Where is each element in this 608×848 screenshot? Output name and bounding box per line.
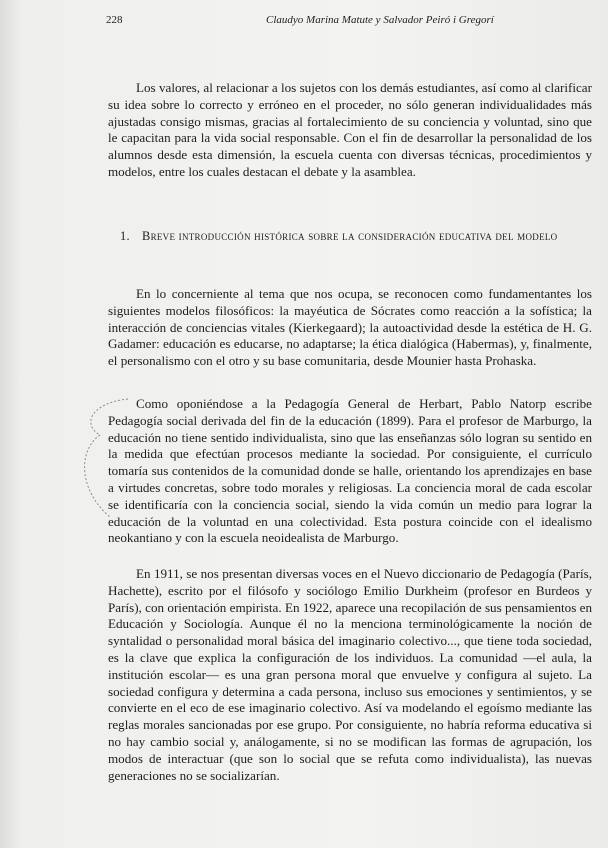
header-authors: Claudyo Marina Matute y Salvador Peiró i Gregorí	[266, 14, 494, 26]
paragraph-text: Los valores, al relacionar a los sujetos con los demás estudiantes, así como al clarificar su idea sobre lo correcto y erróneo en el proceder, no sólo generan individualidades más ajustadas consigo mismas, gracias al fortalecimiento de su conciencia y voluntad, sino que le capacitan para la vida social responsable. Con el fin de desarrollar la personalidad de los alumnos desde esta dimensión, la escuela cuenta con diversas técnicas, procedimientos y modelos, entre los cuales destacan el debate y la asamblea.	[108, 80, 592, 179]
paragraph-text: En 1911, se nos presentan diversas voces en el Nuevo diccionario de Pedagogía (París, Hachette), escrito por el filósofo y sociólogo Emilio Durkheim (profesor en Burdeos y París), con orientación empirista. En 1922, aparece una recopilación de sus pensamientos en Educación y Sociología. Aunque él no la menciona terminológicamente la noción de syntalidad o personalidad moral básica del imaginario colectivo..., que tiene toda sociedad, es la clave que explica la configuración de los individuos. La comunidad —el aula, la institución escolar— es una gran persona moral que envuelve y configura al sujeto. La sociedad configura y determina a cada persona, incluso sus emociones y sentimientos, y se convierte en el eco de ese imaginario colectivo. Así va modelando el egoísmo mediante las reglas morales sancionadas por ese grupo. Por consiguiente, no habría reforma educativa si no hay cambio social y, análogamente, si no se modifican las formas de agrupación, los modos de interactuar (que son lo social que se refuta como individualista), las nuevas generaciones no se socializarían.	[108, 566, 592, 783]
paragraph-intro	[108, 80, 592, 181]
paragraph-natorp	[108, 396, 592, 547]
paragraph-durkheim	[108, 566, 592, 784]
running-head	[106, 14, 548, 30]
paragraph-text: En lo concerniente al tema que nos ocupa, se reconocen como fundamentantes los siguientes modelos filosóficos: la mayéutica de Sócrates como reacción a la sofística; la interacción de conciencias vitales (Kierkegaard); la autoactividad desde la estética de H. G. Gadamer: educación es educarse, no adaptarse; la ética dialógica (Habermas), y, finalmente, el personalismo con el otro y su base comunitaria, desde Mounier hasta Prohaska.	[108, 286, 592, 369]
page-number: 228	[106, 14, 123, 26]
section-heading	[108, 228, 592, 245]
section-number: 1.	[120, 229, 130, 243]
section-title: Breve introducción histórica sobre la consideración educativa del modelo	[142, 229, 558, 243]
paragraph-philosophical-models	[108, 286, 592, 370]
paragraph-text: Como oponiéndose a la Pedagogía General de Herbart, Pablo Natorp escribe Pedagogía social derivada del fin de la educación (1899). Para el profesor de Marburgo, la educación no tiene sentido individualista, sino que las enseñanzas sólo logran su sentido en la medida que efectúan procesos mediante la sociedad. Por consiguiente, el currículo tomaría sus contenidos de la comunidad donde se halle, orientando los aprendizajes en base a virtudes concretas, sobre todo morales y religiosas. La conciencia moral de cada escolar se identificaría con la conciencia social, siendo la vida común un medio para lograr la educación de la voluntad en una colectividad. Esta postura coincide con el idealismo neokantiano y con la escuela neoidealista de Marburgo.	[108, 396, 592, 546]
